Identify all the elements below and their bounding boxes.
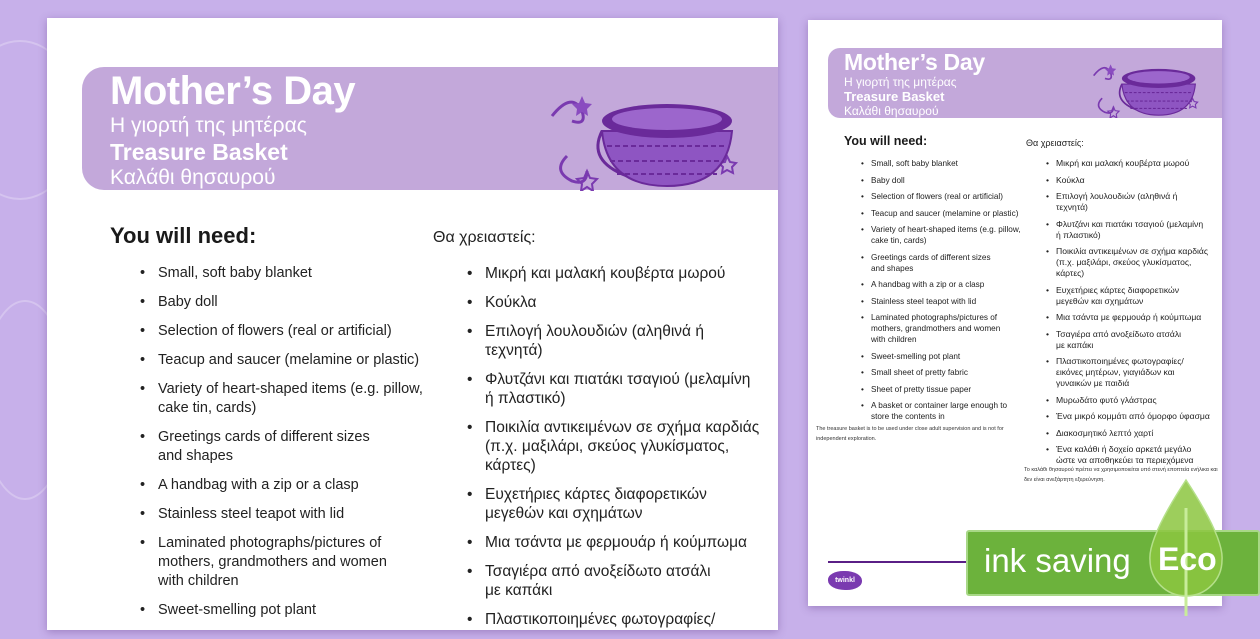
list-item-line: Variety of heart-shaped items (e.g. pillow, bbox=[871, 225, 1021, 234]
list-item-line: Ευχετήριες κάρτες διαφορετικών bbox=[1056, 284, 1180, 295]
list-item-line: Μικρή και μαλακή κουβέρτα μωρού bbox=[485, 265, 726, 282]
list-item bbox=[871, 400, 1021, 422]
list-item-line: μεγεθών και σχημάτων bbox=[1056, 295, 1144, 306]
title: Mother’s Day bbox=[844, 49, 985, 75]
list-item-line: Stainless steel teapot with lid bbox=[871, 296, 977, 306]
list-item bbox=[485, 485, 759, 523]
list-item-line: Teacup and saucer (melamine or plastic) bbox=[158, 352, 420, 368]
list-item bbox=[485, 322, 759, 360]
ink-saving-label: ink saving bbox=[984, 542, 1131, 579]
list-item-line: Ποικιλία αντικειμένων σε σχήμα καρδιάς bbox=[1056, 246, 1209, 256]
list-item-line: and shapes bbox=[158, 448, 233, 464]
subtitle: Treasure Basket bbox=[110, 139, 288, 165]
list-item-line: Laminated photographs/pictures of bbox=[871, 313, 998, 322]
list-item-line: mothers, grandmothers and women bbox=[871, 324, 1001, 333]
list-item-line: Πλαστικοποιημένες φωτογραφίες/ bbox=[1056, 356, 1184, 366]
list-item-line: with children bbox=[158, 573, 239, 589]
greek-heading: Θα χρειαστείς: bbox=[433, 229, 536, 246]
list-item bbox=[158, 293, 423, 312]
list-item-line: Μικρή και μαλακή κουβέρτα μωρού bbox=[1056, 158, 1190, 168]
greek-item-list bbox=[485, 264, 759, 639]
list-item bbox=[871, 208, 1021, 219]
list-item-line: κάρτες) bbox=[1056, 268, 1085, 278]
list-item bbox=[158, 428, 423, 466]
title: Mother’s Day bbox=[110, 69, 356, 113]
list-item-line: Επιλογή λουλουδιών (αληθινά ή bbox=[485, 323, 704, 340]
list-item bbox=[158, 380, 423, 418]
document-preview-large bbox=[47, 18, 778, 630]
list-item bbox=[1056, 175, 1210, 186]
list-item bbox=[871, 224, 1021, 246]
list-item bbox=[485, 562, 759, 600]
list-item bbox=[1056, 285, 1210, 307]
list-item bbox=[158, 322, 423, 341]
list-item bbox=[871, 312, 1021, 345]
list-item-line: με καπάκι bbox=[1056, 339, 1094, 350]
list-item bbox=[1056, 329, 1210, 351]
list-item-line: Φλυτζάνι και πιατάκι τσαγιού (μελαμίνη bbox=[485, 371, 751, 388]
list-item-line: Ένα μικρό κομμάτι από όμορφο ύφασμα bbox=[1056, 411, 1210, 421]
list-item bbox=[158, 505, 423, 524]
eco-label: Eco bbox=[1158, 541, 1217, 577]
list-item-line: Selection of flowers (real or artificial) bbox=[871, 192, 1003, 201]
list-item-line: Κούκλα bbox=[485, 294, 537, 311]
list-item bbox=[485, 264, 759, 283]
list-item-line: ή πλαστικό) bbox=[1056, 229, 1101, 240]
english-note: The treasure basket is to be used under close adult supervision and is not for independent exploration. bbox=[816, 426, 1004, 442]
greek-note: Το καλάθι θησαυρού πρέπει να χρησιμοποιείται υπό στενή εποπτεία ενήλικα και δεν είναι ανεξάρτητη εξερεύνηση. bbox=[1024, 467, 1218, 483]
list-item-line: Small, soft baby blanket bbox=[158, 265, 312, 281]
list-item-line: τεχνητά) bbox=[485, 342, 543, 359]
list-item bbox=[1056, 219, 1210, 241]
list-item-line: Πλαστικοποιημένες φωτογραφίες/ bbox=[485, 611, 716, 628]
list-item-line: Sweet-smelling pot plant bbox=[158, 602, 316, 618]
list-item bbox=[871, 191, 1021, 202]
list-item-line: Teacup and saucer (melamine or plastic) bbox=[871, 208, 1019, 218]
list-item-line: mothers, grandmothers and women bbox=[158, 554, 387, 570]
list-item-line: Κούκλα bbox=[1056, 174, 1085, 185]
list-item bbox=[871, 252, 1021, 274]
list-item-line: Small, soft baby blanket bbox=[871, 159, 958, 168]
list-item-line: κάρτες) bbox=[485, 457, 536, 474]
list-item bbox=[485, 610, 759, 629]
list-item bbox=[871, 158, 1021, 169]
list-item-line: Μια τσάντα με φερμουάρ ή κούμπωμα bbox=[1056, 312, 1202, 322]
list-item-line: Greetings cards of different sizes bbox=[871, 252, 991, 262]
list-item bbox=[1056, 444, 1210, 466]
list-item bbox=[485, 418, 759, 475]
list-item-line: Baby doll bbox=[871, 175, 905, 185]
greek-heading: Θα χρειαστείς: bbox=[1026, 138, 1084, 148]
list-item-line: Ένα καλάθι ή δοχείο αρκετά μεγάλο bbox=[1056, 444, 1192, 454]
subtitle-greek: Καλάθι θησαυρού bbox=[110, 166, 276, 189]
twinkl-logo: twinkl bbox=[828, 571, 862, 590]
list-item-line: γυναικών με παιδιά bbox=[1056, 378, 1130, 388]
greek-item-list bbox=[1056, 158, 1210, 472]
list-item bbox=[158, 264, 423, 283]
list-item-line: μεγεθών και σχημάτων bbox=[485, 505, 643, 522]
list-item bbox=[871, 384, 1021, 395]
list-item bbox=[871, 296, 1021, 307]
list-item-line: ή πλαστικό) bbox=[485, 390, 566, 407]
list-item-line: store the contents in bbox=[871, 412, 945, 421]
english-item-list bbox=[158, 264, 423, 630]
list-item bbox=[871, 367, 1021, 378]
list-item bbox=[1056, 395, 1210, 406]
list-item-line: τεχνητά) bbox=[1056, 202, 1088, 212]
basket-illustration bbox=[542, 76, 742, 191]
list-item-line: cake tin, cards) bbox=[158, 400, 257, 416]
list-item-line: Ευχετήριες κάρτες διαφορετικών bbox=[485, 486, 707, 503]
list-item bbox=[871, 175, 1021, 186]
english-item-list bbox=[871, 158, 1021, 428]
subtitle-greek: Καλάθι θησαυρού bbox=[844, 104, 939, 118]
list-item bbox=[1056, 246, 1210, 279]
list-item bbox=[871, 351, 1021, 362]
list-item-line: Επιλογή λουλουδιών (αληθινά ή bbox=[1056, 191, 1178, 201]
list-item bbox=[158, 476, 423, 495]
list-item-line: Greetings cards of different sizes bbox=[158, 429, 370, 445]
list-item-line: Μυρωδάτο φυτό γλάστρας bbox=[1056, 394, 1157, 405]
list-item bbox=[158, 601, 423, 620]
list-item-line: A handbag with a zip or a clasp bbox=[871, 280, 985, 289]
list-item bbox=[158, 351, 423, 370]
list-item bbox=[158, 534, 423, 591]
list-item-line: Sweet-smelling pot plant bbox=[871, 351, 961, 361]
list-item-line: Τσαγιέρα από ανοξείδωτο ατσάλι bbox=[485, 563, 711, 580]
list-item-line: A handbag with a zip or a clasp bbox=[158, 477, 359, 493]
list-item bbox=[1056, 191, 1210, 213]
list-item bbox=[1056, 428, 1210, 439]
list-item-line: Variety of heart-shaped items (e.g. pillow, bbox=[158, 381, 423, 397]
list-item-line: Stainless steel teapot with lid bbox=[158, 506, 345, 522]
list-item-line: (π.χ. μαξιλάρι, σκεύος γλυκίσματος, bbox=[1056, 257, 1192, 267]
list-item-line: Φλυτζάνι και πιατάκι τσαγιού (μελαμίνη bbox=[1056, 218, 1204, 229]
list-item-line: with children bbox=[871, 335, 917, 344]
list-item bbox=[871, 279, 1021, 290]
list-item-line: and shapes bbox=[871, 263, 914, 273]
basket-illustration bbox=[1088, 53, 1201, 118]
list-item-line: με καπάκι bbox=[485, 582, 553, 599]
list-item-line: Sheet of pretty tissue paper bbox=[871, 384, 972, 394]
list-item bbox=[1056, 158, 1210, 169]
list-item-line: cake tin, cards) bbox=[871, 236, 927, 245]
list-item-line: Ποικιλία αντικειμένων σε σχήμα καρδιάς bbox=[485, 419, 760, 436]
list-item bbox=[1056, 312, 1210, 323]
list-item-line: εικόνες μητέρων, γιαγιάδων και bbox=[1056, 367, 1175, 377]
title-greek: Η γιορτή της μητέρας bbox=[110, 114, 307, 137]
list-item-line: Selection of flowers (real or artificial) bbox=[158, 323, 392, 339]
list-item bbox=[485, 533, 759, 552]
list-item bbox=[485, 370, 759, 408]
list-item-line: A basket or container large enough to bbox=[871, 401, 1008, 410]
list-item-line: Baby doll bbox=[158, 294, 218, 310]
list-item bbox=[485, 293, 759, 312]
list-item-line: Laminated photographs/pictures of bbox=[158, 535, 382, 551]
title-greek: Η γιορτή της μητέρας bbox=[844, 75, 957, 89]
subtitle: Treasure Basket bbox=[844, 89, 945, 104]
list-item-line: Μια τσάντα με φερμουάρ ή κούμπωμα bbox=[485, 534, 747, 551]
list-item-line: Small sheet of pretty fabric bbox=[871, 368, 968, 377]
list-item-line: Διακοσμητικό λεπτό χαρτί bbox=[1056, 427, 1154, 438]
list-item-line: Τσαγιέρα από ανοξείδωτο ατσάλι bbox=[1056, 328, 1182, 339]
english-heading: You will need: bbox=[844, 134, 928, 148]
english-heading: You will need: bbox=[110, 223, 257, 248]
list-item bbox=[1056, 411, 1210, 422]
list-item bbox=[1056, 356, 1210, 389]
list-item-line: (π.χ. μαξιλάρι, σκεύος γλυκίσματος, bbox=[485, 438, 730, 455]
list-item-line: ώστε να αποθηκεύει τα περιεχόμενα bbox=[1056, 455, 1194, 465]
